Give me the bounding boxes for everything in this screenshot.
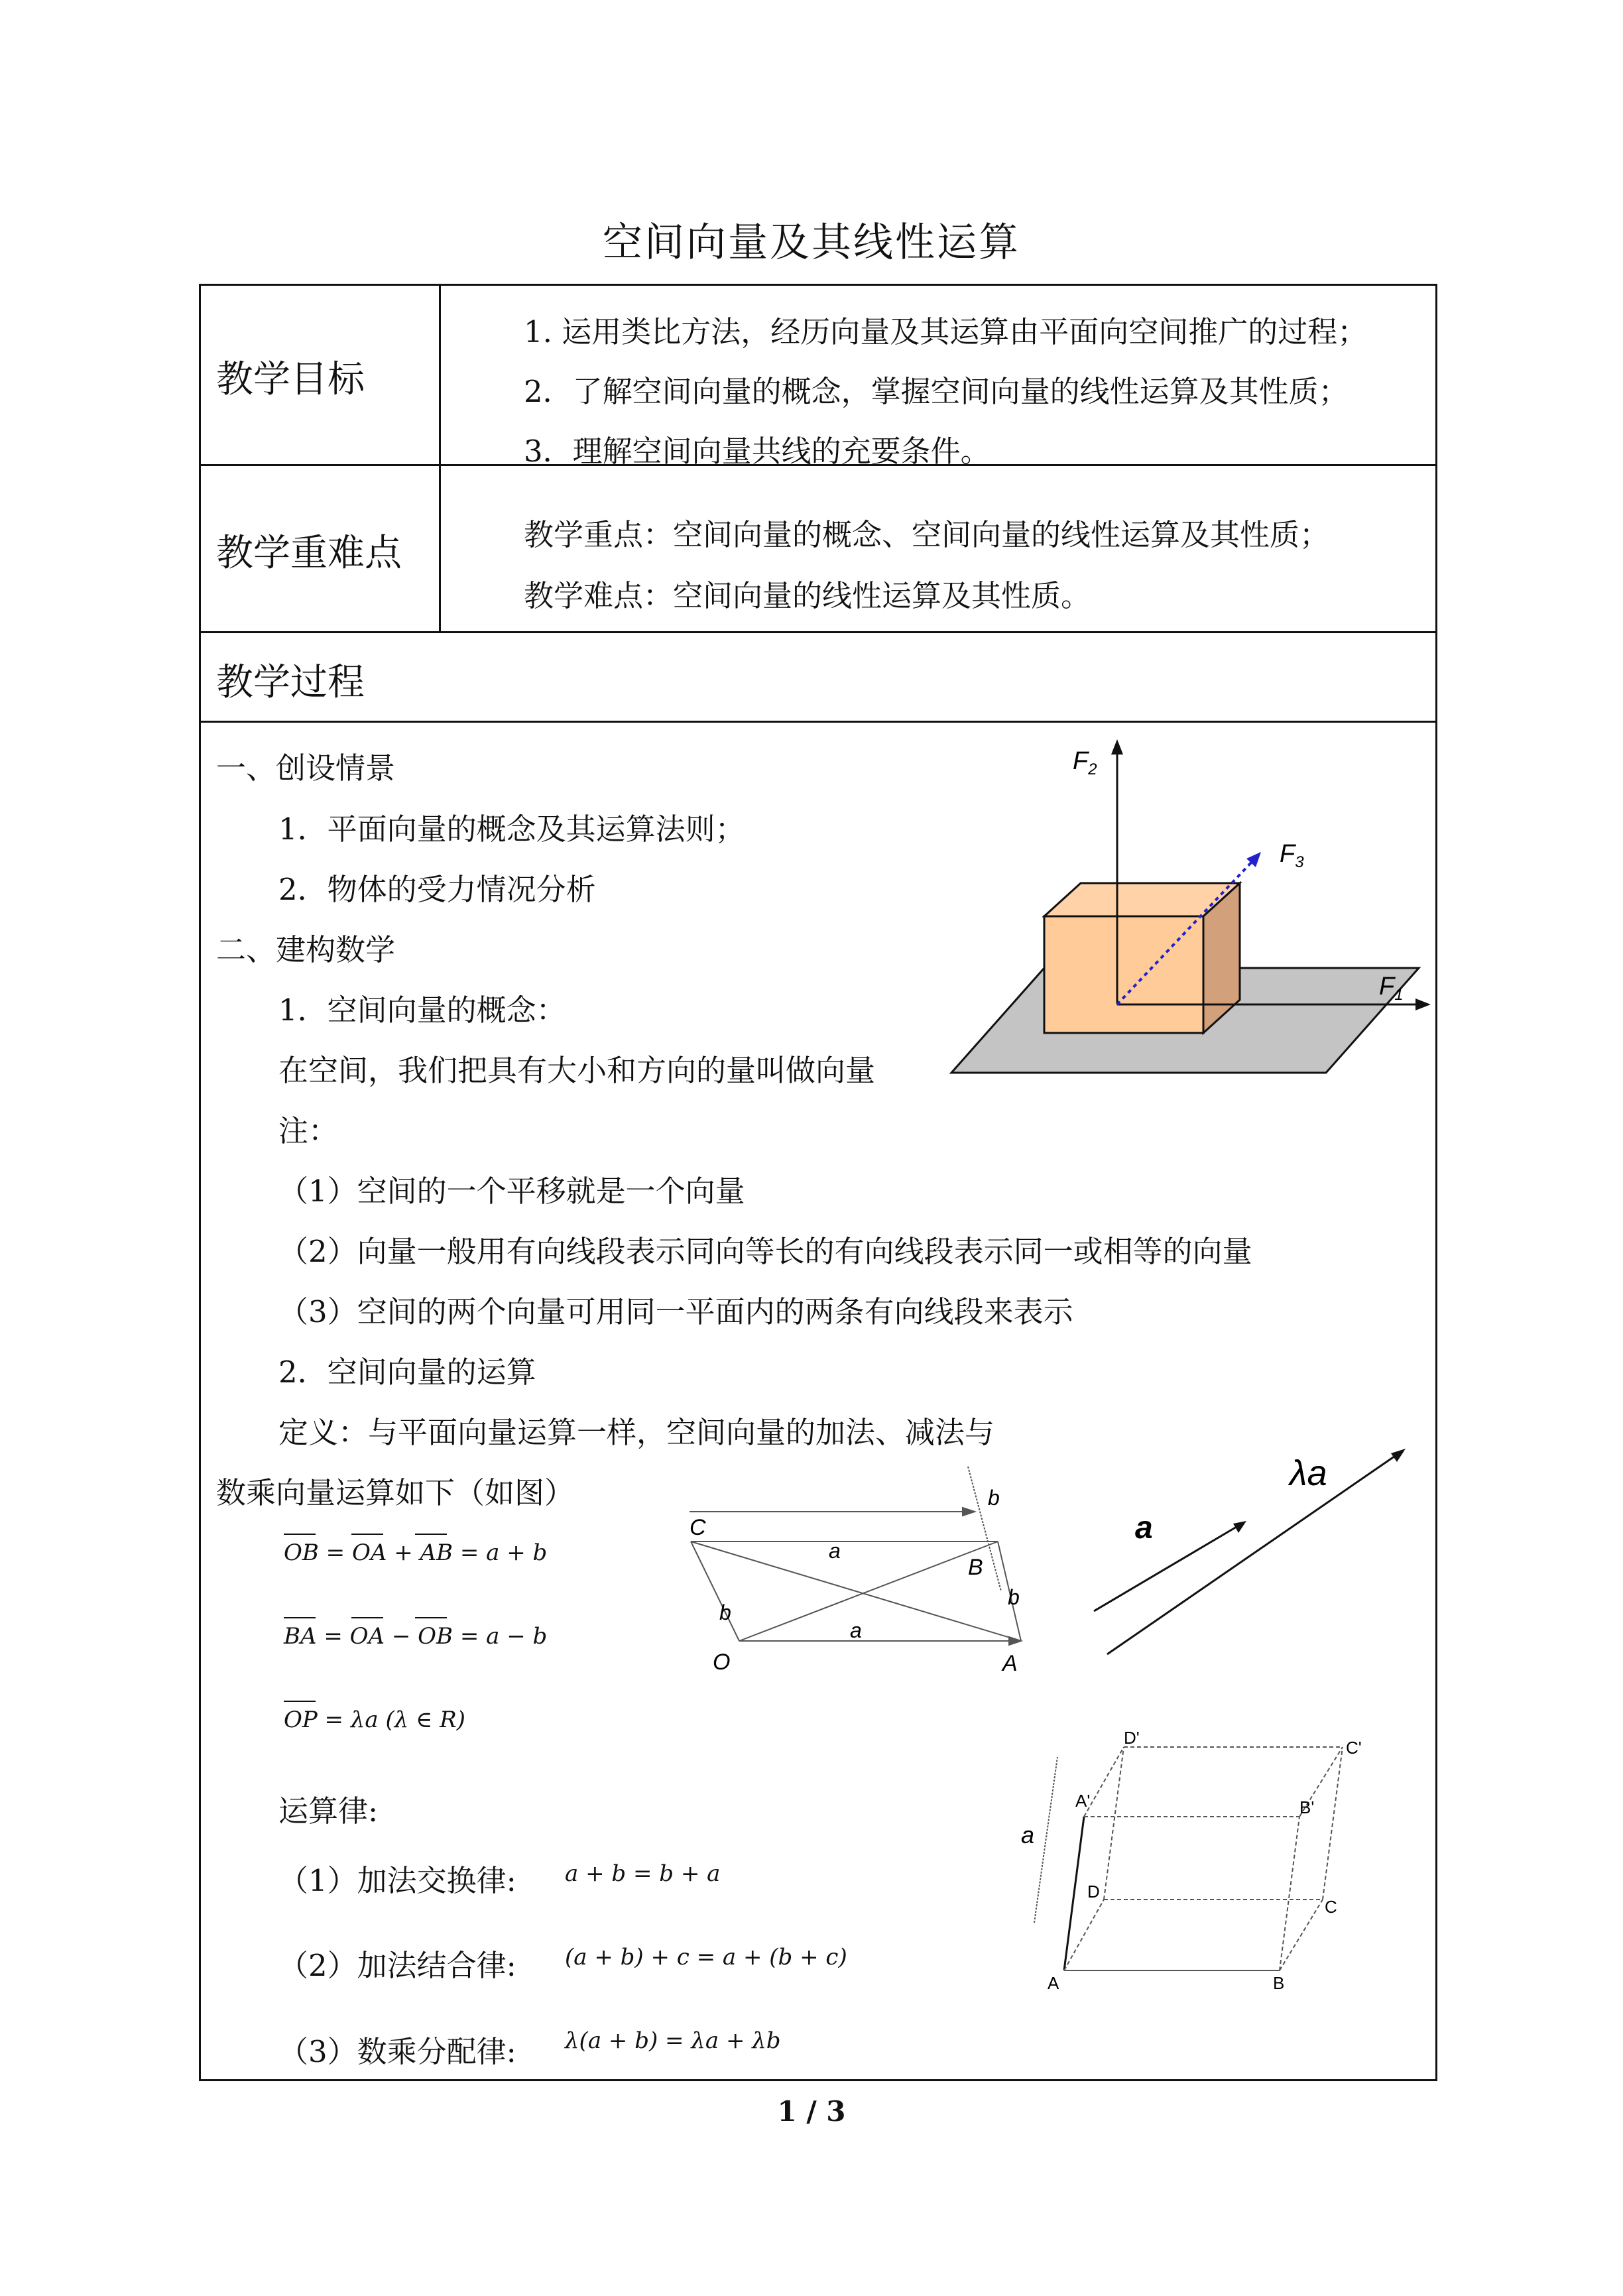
vector-b-label-left: b — [719, 1601, 731, 1624]
vector-b-label-right: b — [1008, 1585, 1020, 1609]
process-label: 教学过程 — [216, 661, 365, 704]
process-line: 2．空间向量的运算 — [278, 1355, 536, 1390]
formula-distributive: λ(a + b) = λa + λb — [565, 2027, 781, 2054]
keypoints-label: 教学重难点 — [216, 532, 402, 575]
table-divider-2 — [199, 631, 1437, 633]
point-c-label: C — [1325, 1897, 1337, 1917]
scalar-multiply-figure — [1087, 1439, 1432, 1664]
vector-b-label-top: b — [988, 1486, 1000, 1510]
formula-ba: BA = OA − OB = a − b — [284, 1623, 548, 1650]
table-divider-3 — [199, 721, 1437, 723]
table-border-left — [199, 284, 201, 2081]
note-item: （2）向量一般用有向线段表示同向等长的有向线段表示同一或相等的向量 — [278, 1234, 1252, 1269]
point-b-label: B — [1273, 1973, 1285, 1993]
force-diagram — [928, 736, 1445, 1134]
objectives-label: 教学目标 — [216, 358, 365, 401]
objective-item-2: 2．了解空间向量的概念，掌握空间向量的线性运算及其性质； — [524, 374, 1349, 409]
point-c-label: C — [690, 1515, 706, 1540]
section-heading-2: 二、建构数学 — [216, 932, 396, 967]
process-line: 1．平面向量的概念及其运算法则； — [278, 812, 745, 847]
keypoint-item-2: 教学难点：空间向量的线性运算及其性质。 — [524, 578, 1091, 613]
point-o-label: O — [713, 1650, 731, 1675]
page-title: 空间向量及其线性运算 — [603, 219, 1020, 266]
vector-a-label: a — [1135, 1510, 1153, 1545]
formula-overbars — [278, 1525, 623, 1724]
section-heading-1: 一、创设情景 — [216, 751, 396, 786]
formula-commutative: a + b = b + a — [565, 1860, 721, 1887]
point-a1-label: A' — [1075, 1791, 1091, 1811]
note-item: （1）空间的一个平移就是一个向量 — [278, 1174, 745, 1209]
point-b1-label: B' — [1299, 1797, 1315, 1817]
law-commutative: （1）加法交换律: — [278, 1863, 516, 1898]
table-col-divider — [439, 284, 441, 633]
formula-op: OP = λa (λ ∈ R) — [284, 1707, 465, 1733]
point-c1-label: C' — [1346, 1738, 1362, 1758]
page-number: 1 / 3 — [777, 2095, 846, 2128]
formula-ob: OB = OA + AB = a + b — [284, 1540, 548, 1566]
point-a-label: A — [1048, 1973, 1059, 1993]
law-associative: （2）加法结合律: — [278, 1948, 516, 1983]
vector-lambda-a-label: λa — [1290, 1453, 1327, 1493]
process-line: 定义：与平面向量运算一样，空间向量的加法、减法与 — [278, 1415, 995, 1450]
point-a-label: A — [1002, 1651, 1018, 1676]
vector-a-label: a — [1021, 1821, 1035, 1848]
process-line: 注： — [278, 1113, 339, 1148]
vector-a-label-bottom: a — [850, 1618, 862, 1642]
process-line: 1．空间向量的概念： — [278, 993, 566, 1028]
law-distributive: （3）数乘分配律: — [278, 2034, 516, 2069]
point-d-label: D — [1087, 1882, 1100, 1902]
objective-item-3: 3．理解空间向量共线的充要条件。 — [524, 434, 991, 469]
f3-label: $F_3$ — [1280, 840, 1304, 871]
process-line: 在空间，我们把具有大小和方向的量叫做向量 — [278, 1053, 876, 1088]
parallelogram-figure — [676, 1459, 1074, 1684]
f2-label: $F_2$ — [1073, 747, 1097, 778]
prism-figure — [1021, 1724, 1419, 2002]
note-item: （3）空间的两个向量可用同一平面内的两条有向线段来表示 — [278, 1294, 1073, 1329]
vector-a-label-top: a — [829, 1539, 841, 1563]
table-border-bottom — [199, 2079, 1437, 2081]
point-d1-label: D' — [1124, 1728, 1140, 1748]
process-line: 数乘向量运算如下（如图） — [216, 1475, 575, 1510]
table-border-right — [1435, 284, 1437, 2081]
keypoint-item-1: 教学重点：空间向量的概念、空间向量的线性运算及其性质； — [524, 517, 1330, 552]
objective-item-1: 1. 运用类比方法，经历向量及其运算由平面向空间推广的过程； — [524, 314, 1368, 349]
table-border-top — [199, 284, 1437, 286]
laws-heading: 运算律: — [278, 1793, 379, 1829]
box-front — [1044, 916, 1203, 1033]
point-b-label: B — [968, 1555, 983, 1580]
process-line: 2．物体的受力情况分析 — [278, 872, 596, 907]
formula-associative: (a + b) + c = a + (b + c) — [565, 1944, 847, 1970]
f1-label: $F_1$ — [1379, 973, 1404, 1004]
